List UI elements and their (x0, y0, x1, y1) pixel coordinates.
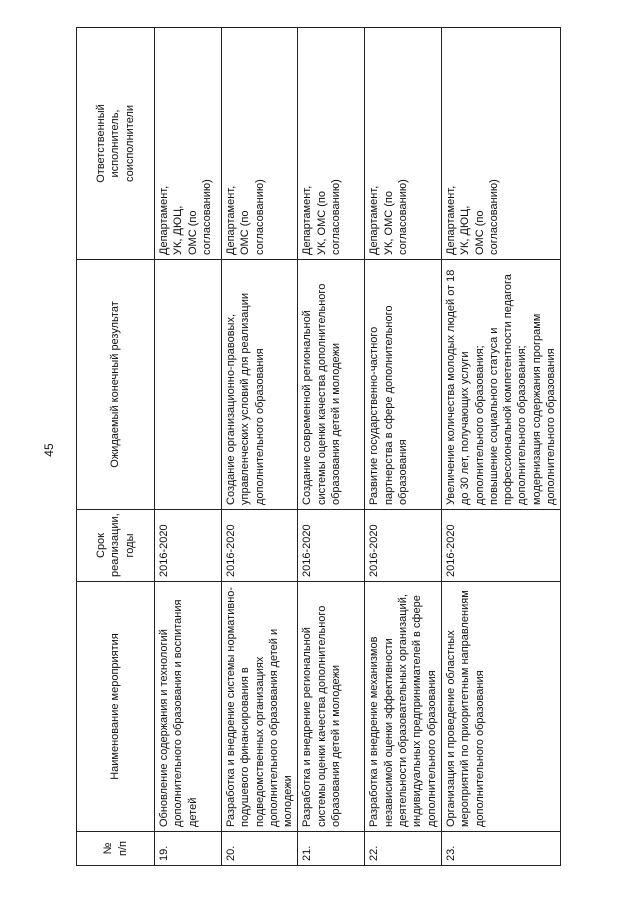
row-term: 2016-2020 (365, 510, 441, 582)
header-activity-name: Наименование мероприятия (77, 582, 155, 832)
header-term: Срок реализации, годы (77, 510, 155, 582)
table-row (222, 28, 298, 866)
row-activity-name: Организация и проведение областных мероприятий по приоритетным направлениям дополнительного образования (441, 582, 560, 832)
row-number: 23. (441, 832, 560, 866)
row-responsible: Департамент, УК, ДЮЦ, ОМС (по согласованию) (441, 28, 560, 260)
row-activity-name: Разработка и внедрение системы нормативно-подушевого финансирования в подведомственных организациях дополнительного образования детей и молодежи (222, 582, 298, 832)
header-responsible: Ответственный исполнитель, соисполнители (77, 28, 155, 260)
row-activity-name: Разработка и внедрение региональной системы оценки качества дополнительного образования детей и молодежи (298, 582, 365, 832)
row-responsible: Департамент, УК, ДЮЦ, ОМС (по согласованию) (155, 28, 222, 260)
row-number: 20. (222, 832, 298, 866)
table-row (298, 28, 365, 866)
row-term: 2016-2020 (441, 510, 560, 582)
header-expected-result: Ожидаемый конечный результат (77, 260, 155, 510)
table-row (365, 28, 441, 866)
row-responsible: Департамент, УК, ОМС (по согласованию) (298, 28, 365, 260)
table-row (155, 28, 222, 866)
row-expected-result (155, 260, 222, 510)
row-term: 2016-2020 (155, 510, 222, 582)
row-expected-result: Развитие государственно-частного партнерства в сфере дополнительного образования (365, 260, 441, 510)
row-activity-name: Обновление содержания и технологий дополнительного образования и воспитания детей (155, 582, 222, 832)
row-number: 22. (365, 832, 441, 866)
page-number: 45 (42, 443, 56, 457)
row-activity-name: Разработка и внедрение механизмов независимой оценки эффективности деятельности образовательных организаций, индивидуальных предпринимателей в сфере дополнительного образования (365, 582, 441, 832)
row-number: 19. (155, 832, 222, 866)
row-expected-result: Создание организационно-правовых, управленческих условий для реализации дополнительного образования (222, 260, 298, 510)
header-number: № п/п (77, 832, 155, 866)
row-responsible: Департамент, ОМС (по согласованию) (222, 28, 298, 260)
row-expected-result: Создание современной региональной системы оценки качества дополнительного образования детей и молодежи (298, 260, 365, 510)
table-header-row (77, 28, 155, 866)
row-term: 2016-2020 (222, 510, 298, 582)
table-container (76, 28, 558, 866)
row-expected-result: Увеличение количества молодых людей от 18 до 30 лет, получающих услуги дополнительного образования; повышение социального статуса и профессиональной компетентности педагога дополнительного образования; модернизация содержания программ дополнительного образования (441, 260, 560, 510)
table-row (441, 28, 560, 866)
activities-table (76, 27, 561, 866)
row-responsible: Департамент, УК, ОМС (по согласованию) (365, 28, 441, 260)
row-term: 2016-2020 (298, 510, 365, 582)
row-number: 21. (298, 832, 365, 866)
